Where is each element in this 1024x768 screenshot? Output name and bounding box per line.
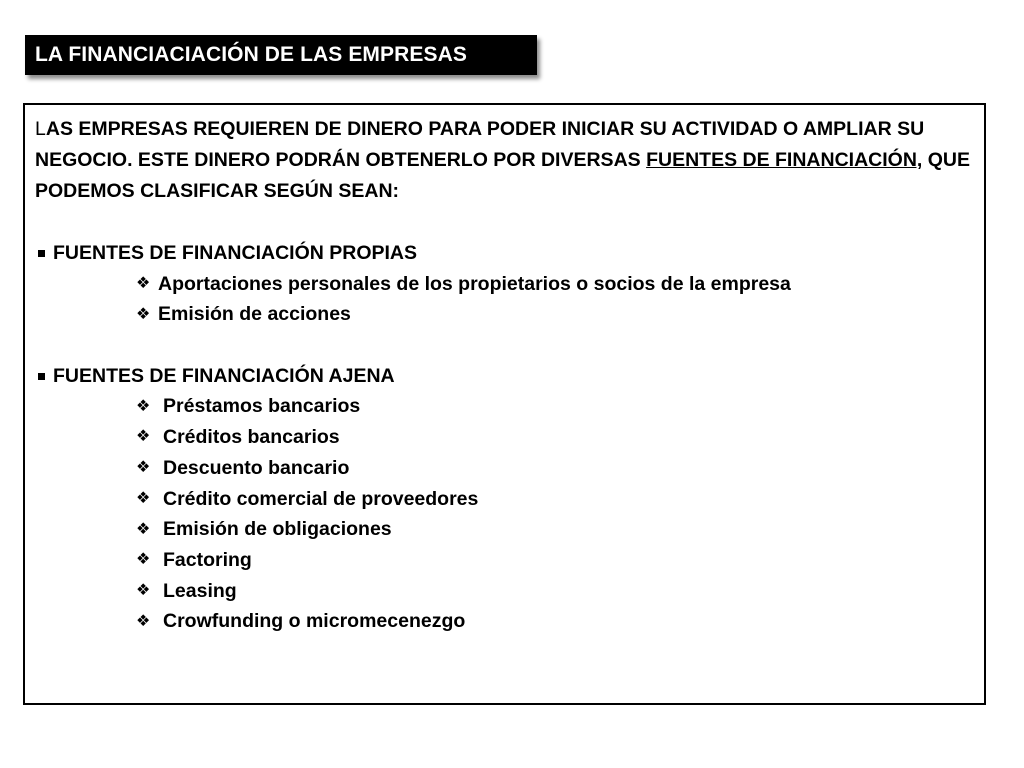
diamond-bullet-icon: ❖ xyxy=(136,274,151,292)
diamond-bullet-icon: ❖ xyxy=(136,397,151,415)
list-item-label: Aportaciones personales de los propietarios o socios de la empresa xyxy=(158,272,791,295)
title-banner xyxy=(25,35,537,75)
spacer xyxy=(35,330,974,361)
slide-title: LA FINANCIACIACIÓN DE LAS EMPRESAS xyxy=(35,43,467,66)
list-item xyxy=(35,484,974,515)
list-item xyxy=(35,391,974,422)
section-heading-label: FUENTES DE FINANCIACIÓN AJENA xyxy=(53,364,395,387)
diamond-bullet-icon: ❖ xyxy=(136,489,151,507)
list-item-label: Créditos bancarios xyxy=(163,426,340,449)
list-item xyxy=(35,453,974,484)
diamond-bullet-icon: ❖ xyxy=(136,428,151,446)
list-item xyxy=(35,422,974,453)
intro-text-end: QUE PODEMOS CLASIFICAR SEGÚN SEAN: xyxy=(35,149,971,202)
diamond-bullet-icon: ❖ xyxy=(136,551,151,569)
diamond-bullet-icon: ❖ xyxy=(136,612,151,630)
diamond-bullet-icon: ❖ xyxy=(136,305,151,323)
spacer xyxy=(35,207,974,238)
list-item xyxy=(35,606,974,637)
square-bullet-icon xyxy=(38,250,45,257)
list-item xyxy=(35,269,974,300)
list-item-label: Emisión de obligaciones xyxy=(163,518,392,541)
section-heading-propias xyxy=(35,238,974,269)
intro-underlined-term: FUENTES DE FINANCIACIÓN, xyxy=(646,149,923,171)
section-heading-ajena xyxy=(35,361,974,392)
list-item-label: Crowfunding o micromecenezgo xyxy=(163,610,466,633)
content-box xyxy=(23,103,986,705)
list-item xyxy=(35,576,974,607)
intro-first-letter: L xyxy=(35,118,46,140)
list-item-label: Emisión de acciones xyxy=(158,303,351,326)
list-item xyxy=(35,299,974,330)
list-item-label: Factoring xyxy=(163,548,252,571)
list-item-label: Crédito comercial de proveedores xyxy=(163,487,479,510)
list-item xyxy=(35,514,974,545)
intro-paragraph xyxy=(35,114,974,207)
list-item-label: Leasing xyxy=(163,579,237,602)
diamond-bullet-icon: ❖ xyxy=(136,581,151,599)
diamond-bullet-icon: ❖ xyxy=(136,520,151,538)
square-bullet-icon xyxy=(38,373,45,380)
list-item xyxy=(35,545,974,576)
intro-text-start: AS EMPRESAS REQUIEREN DE DINERO PARA PODER INICIAR SU ACTIVIDAD O AMPLIAR SU NEGOCIO. ESTE DINERO PODRÁN OBTENERLO POR DIVERSAS xyxy=(35,118,925,171)
list-item-label: Préstamos bancarios xyxy=(163,395,361,418)
list-item-label: Descuento bancario xyxy=(163,456,350,479)
section-heading-label: FUENTES DE FINANCIACIÓN PROPIAS xyxy=(53,242,418,264)
diamond-bullet-icon: ❖ xyxy=(136,459,151,477)
